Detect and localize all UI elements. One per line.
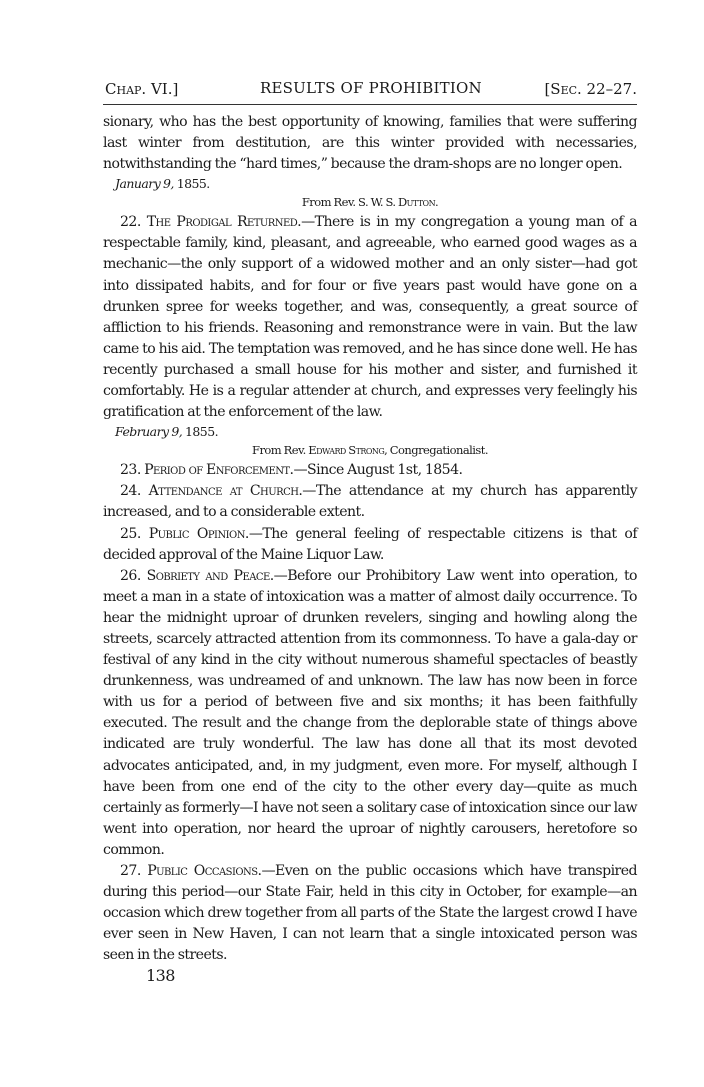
section-25-paragraph	[103, 524, 637, 566]
attribution-line-1	[103, 192, 637, 212]
section-27-paragraph	[103, 861, 637, 966]
section-26-paragraph	[103, 566, 637, 861]
section-text: —Even on the public occasions which have transpired during this period—our State Fair, held in this city in October, for example—an occasion which drew together from all parts of the State the largest crowd I have ever seen in New Haven, I can not learn that a single intoxicated person was seen in the streets.	[103, 863, 637, 964]
running-title: RESULTS OF PROHIBITION	[260, 79, 482, 97]
section-text: —The general feeling of respectable citizens is that of decided approval of the Maine Liquor Law.	[103, 525, 637, 563]
attribution-suffix: Congregationalist.	[389, 443, 488, 458]
running-head	[103, 74, 637, 102]
date-month-day: February 9,	[115, 424, 183, 440]
attribution-prefix: From Rev.	[301, 195, 356, 210]
date-year: 1855.	[176, 176, 210, 192]
date-month-day: January 9,	[115, 176, 174, 192]
section-number: 25.	[120, 525, 141, 542]
section-number: 26.	[120, 567, 141, 584]
section-text: —The attendance at my church has apparently increased, and to a considerable extent.	[103, 483, 637, 521]
section-text: —Since August 1st, 1854.	[293, 462, 463, 479]
section-heading: Attendance at Church.	[148, 483, 303, 500]
date-line-2	[103, 423, 637, 440]
section-number: 24.	[120, 483, 141, 500]
section-text: —There is in my congregation a young man of a respectable family, kind, pleasant, and agreeable, who earned good wages as a mechanic—the only support of a widowed mother and an only sister—had got into dissipated habits, and for four or five years past would have gone on a drunken spree for weeks together, and was, consequently, a great source of affliction to his friends. Reasoning and remonstrance were in vain. But the law came to his aid. The temptation was removed, and he has since done well. He has recently purchased a small house for his mother and sister, and furnished it comfortably. He is a regular attender at church, and expresses very feelingly his gratification at the enforcement of the law.	[103, 214, 637, 421]
date-year: 1855.	[184, 424, 219, 440]
section-23-paragraph	[103, 460, 637, 481]
section-number: 27.	[120, 863, 141, 879]
section-22-paragraph	[103, 212, 637, 423]
section-heading: Public Occasions.	[147, 863, 262, 879]
section-number: 23.	[120, 462, 141, 479]
section-range-label: [Sec. 22–27.	[544, 80, 637, 98]
section-number: 22.	[120, 214, 141, 231]
opening-paragraph: sionary, who has the best opportunity of knowing, families that were suffering last winter from destitution, are this winter provided with necessaries, notwithstanding the “hard times,” because the dram-shops are no longer open.	[103, 114, 637, 173]
section-24-paragraph	[103, 481, 637, 523]
attribution-line-2	[103, 440, 637, 460]
attribution-name: Edward Strong,	[308, 443, 388, 458]
body-text	[103, 112, 637, 986]
attribution-name: S. W. S. Dutton.	[358, 195, 439, 210]
section-text: —Before our Prohibitory Law went into operation, to meet a man in a state of intoxication was a matter of almost daily occurrence. To hear the midnight uproar of drunken revelers, singing and howling along the streets, scarcely attracted attention from its commonness. To have a gala-day or festival of any kind in the city without numerous shameful spectacles of beastly drunkenness, was undreamed of and unknown. The law has now been in force with us for a period of between five and six months; it has been faithfully executed. The result and the change from the deplorable state of things above indicated are truly wonderful. The law has done all that its most devoted advocates anticipated, and, in my judgment, even more. For myself, although I have been from one end of the city to the other every day—quite as much certainly as formerly—I have not seen a solitary case of intoxication since our law went into operation, nor heard the uproar of nightly carousers, heretofore so common.	[103, 567, 637, 858]
section-heading: Period of Enforcement.	[144, 462, 294, 479]
section-heading: Sobriety and Peace.	[146, 567, 274, 584]
page-number: 138	[146, 966, 175, 986]
section-heading: The Prodigal Returned.	[146, 214, 302, 231]
header-rule	[103, 104, 637, 105]
date-line-1	[103, 175, 637, 192]
section-heading: Public Opinion.	[148, 525, 249, 542]
book-page	[103, 74, 637, 986]
chapter-label: Chap. VI.]	[105, 80, 179, 98]
attribution-prefix: From Rev.	[252, 443, 306, 458]
